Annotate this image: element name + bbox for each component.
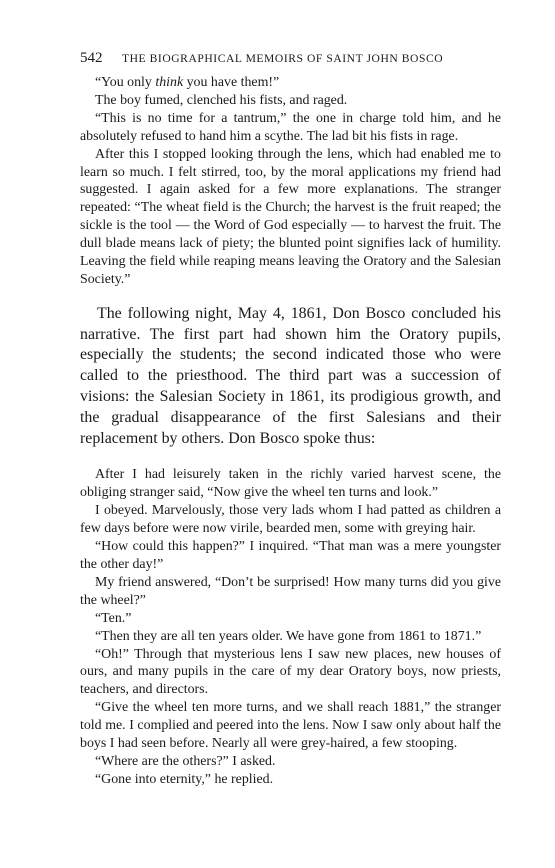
text-run: “You only	[95, 75, 156, 90]
paragraph: After this I stopped looking through the lens, which had enabled me to learn so much. I felt stirred, too, by the moral applications my friend had suggested. I again asked for a few more explanations. The stranger repeated: “The wheat field is the Church; the harvest is the fruit reaped; the sickle is the tool — the Word of God especially — to harvest the fruit. The dull blade means lack of piety; the blunted point signifies lack of humility. Leaving the field while reaping means leaving the Oratory and the Salesian Society.”	[80, 146, 501, 287]
book-page	[80, 50, 501, 789]
quoted-dream-block-1	[80, 74, 501, 289]
paragraph: “How could this happen?” I inquired. “That man was a mere youngster the other day!”	[80, 539, 501, 572]
narrative-block	[80, 304, 501, 450]
paragraph: I obeyed. Marvelously, those very lads whom I had patted as children a few days before were now virile, bearded men, some with greying hair.	[80, 503, 501, 537]
paragraph: “Ten.”	[95, 610, 132, 626]
running-title: THE BIOGRAPHICAL MEMOIRS OF SAINT JOHN BOSCO	[122, 52, 444, 65]
text-run: you have them!”	[183, 75, 280, 90]
paragraph: My friend answered, “Don’t be surprised! How many turns did you give the wheel?”	[80, 574, 501, 608]
paragraph: “Then they are all ten years older. We have gone from 1861 to 1871.”	[95, 628, 482, 644]
paragraph: “Oh!” Through that mysterious lens I saw new places, new houses of ours, and many pupils in the care of my dear Oratory boys, now priests, teachers, and directors.	[80, 646, 501, 698]
emphasized-text: think	[155, 75, 184, 90]
page-header	[80, 50, 501, 72]
paragraph: “Give the wheel ten more turns, and we shall reach 1881,” the stranger told me. I complied and peered into the lens. Now I saw only about half the boys I had seen before. Nearly all were grey-haired, a few stooping.	[80, 700, 501, 752]
paragraph: The following night, May 4, 1861, Don Bosco concluded his narrative. The first part had shown him the Oratory pupils, especially the students; the second indicated those who were called to the priesthood. The third part was a succession of visions: the Salesian Society in 1861, its prodigious growth, and the gradual disappearance of the first Salesians and their replacement by others. Don Bosco spoke thus:	[80, 304, 501, 447]
paragraph: “Where are the others?” I asked.	[95, 753, 276, 769]
quoted-dream-block-2	[80, 466, 501, 788]
paragraph: After I had leisurely taken in the richly varied harvest scene, the obliging stranger said, “Now give the wheel ten turns and look.”	[80, 467, 501, 501]
paragraph: “This is no time for a tantrum,” the one in charge told him, and he absolutely refused to hand him a scythe. The lad bit his fists in rage.	[80, 110, 501, 144]
paragraph: The boy fumed, clenched his fists, and raged.	[95, 92, 348, 108]
paragraph	[80, 74, 501, 92]
page-number: 542	[80, 50, 103, 66]
paragraph: “Gone into eternity,” he replied.	[95, 771, 274, 787]
